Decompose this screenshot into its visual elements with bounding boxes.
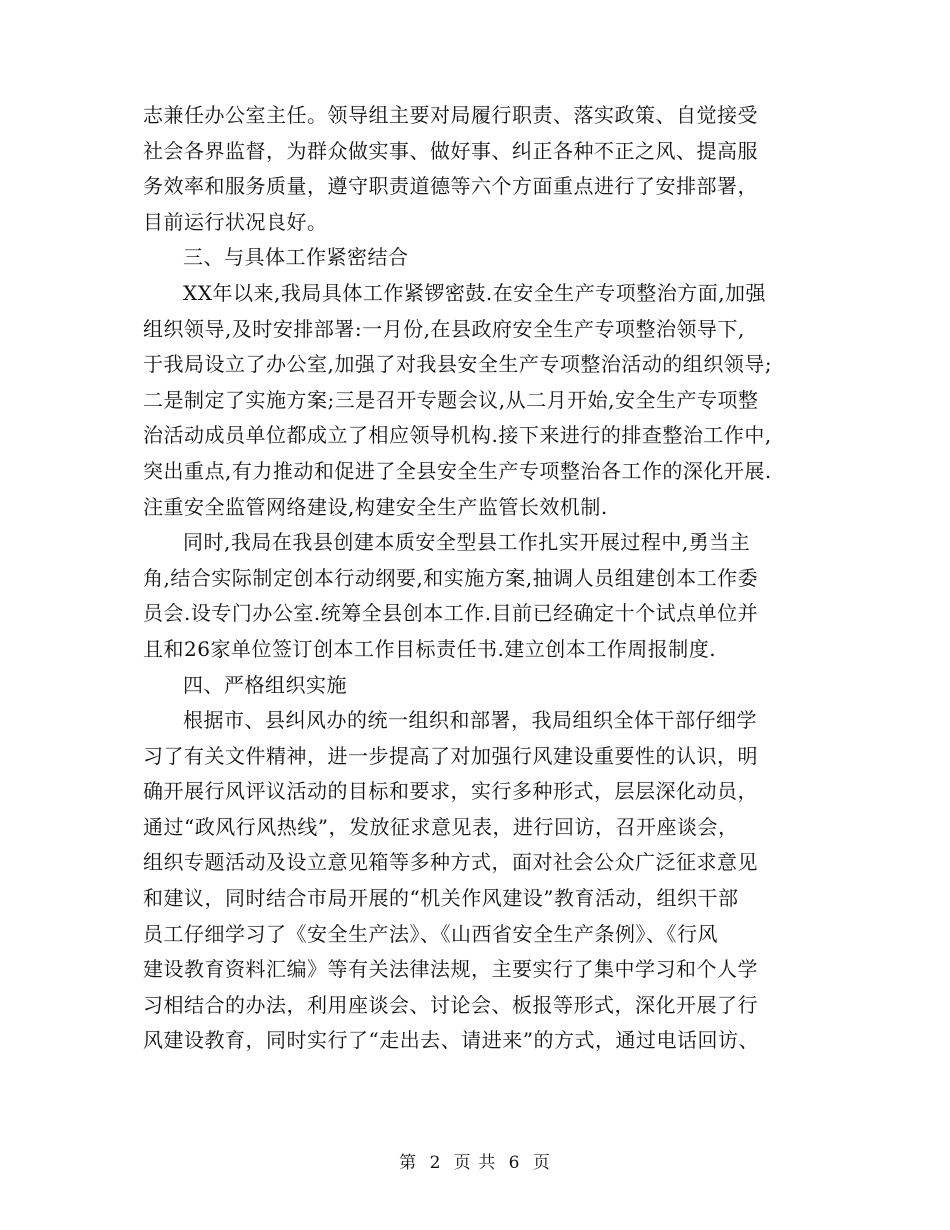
text-line: 突出重点,有力推动和促进了全县安全生产专项整治各工作的深化开展. [143,458,772,483]
text-line: 于我局设立了办公室,加强了对我县安全生产专项整治活动的组织领导; [143,352,773,377]
text-line: 社会各界监督，为群众做实事、做好事、纠正各种不正之风、提高服 [143,138,758,163]
text-line: 务效率和服务质量，遵守职责道德等六个方面重点进行了安排部署， [143,174,758,199]
text-line: 风建设教育，同时实行了“走出去、请进来”的方式，通过电话回访、 [143,1028,759,1053]
page-number: 2 [429,1153,442,1173]
text-line: 组织专题活动及设立意见箱等多种方式，面对社会公众广泛征求意见 [143,850,758,875]
text-line: 和建议，同时结合市局开展的“机关作风建设”教育活动，组织干部 [143,886,739,911]
text-line: 组织领导,及时安排部署:一月份,在县政府安全生产专项整治领导下, [143,316,745,341]
text-line: 且和26家单位签订创本工作目标责任书.建立创本工作周报制度. [143,636,717,661]
text-line: 员会.设专门办公室.统筹全县创本工作.目前已经确定十个试点单位并 [143,601,759,626]
text-line: 注重安全监管网络建设,构建安全生产监管长效机制. [143,494,608,519]
text-line: 角,结合实际制定创本行动纲要,和实施方案,抽调人员组建创本工作委 [143,565,759,590]
footer-prefix: 第 [399,1153,418,1173]
footer-suffix: 页 [532,1153,551,1173]
text-line: 二是制定了实施方案;三是召开专题会议,从二月开始,安全生产专项整 [143,387,759,412]
text-line: 目前运行状况良好。 [143,209,328,234]
text-line: 同时,我局在我县创建本质安全型县工作扎实开展过程中,勇当主 [183,530,751,555]
text-line: 确开展行风评议活动的目标和要求，实行多种形式，层层深化动员， [143,779,758,804]
footer-middle: 页 共 [453,1153,497,1173]
text-line: 根据市、县纠风办的统一组织和部署，我局组织全体干部仔细学 [183,708,757,733]
section-heading: 三、与具体工作紧密结合 [183,245,409,270]
text-line: 志兼任办公室主任。领导组主要对局履行职责、落实政策、自觉接受 [143,103,758,127]
page-total: 6 [508,1153,521,1173]
text-line: XX年以来,我局具体工作紧锣密鼓.在安全生产专项整治方面,加强 [183,280,767,305]
text-line: 习相结合的办法，利用座谈会、讨论会、板报等形式，深化开展了行 [143,992,758,1017]
text-line: 通过“政风行风热线”，发放征求意见表，进行回访，召开座谈会， [143,814,739,839]
section-heading: 四、严格组织实施 [183,672,347,697]
document-body [143,98,803,1059]
page-footer [0,1148,950,1173]
text-line: 建设教育资料汇编》等有关法律法规，主要实行了集中学习和个人学 [143,957,758,982]
text-line: 员工仔细学习了《安全生产法》、《山西省安全生产条例》、《行风 [143,921,718,946]
text-line: 习了有关文件精神，进一步提高了对加强行风建设重要性的认识，明 [143,743,758,768]
text-line: 治活动成员单位都成立了相应领导机构.接下来进行的排查整治工作中, [143,423,772,448]
